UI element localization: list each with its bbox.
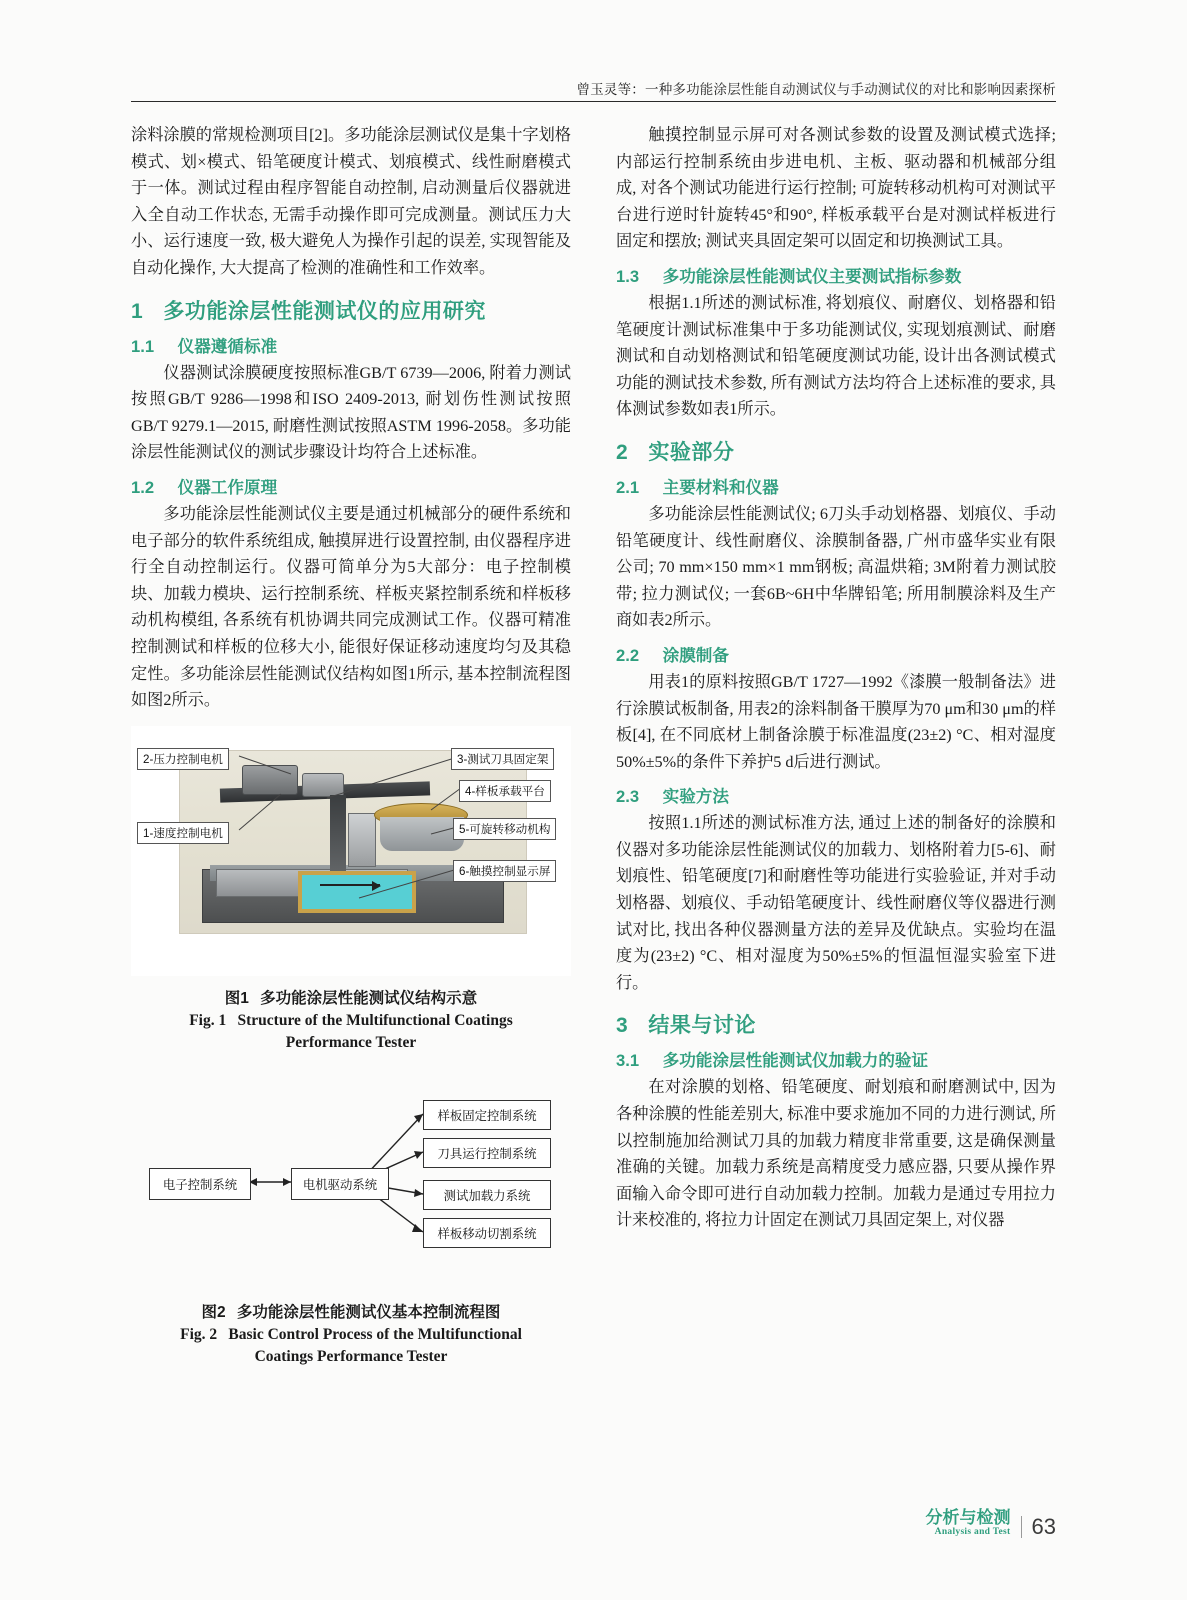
flow-node-sample-fixing: 样板固定控制系统 xyxy=(423,1100,551,1130)
paragraph-right-4: 按照1.1所述的测试标准方法, 通过上述的制备好的涂膜和仪器对多功能涂层性能测试仪的加载力、划格附着力[5-6]、耐划痕性、铅笔硬度[7]和耐磨性等功能进行实验验证, 并对手动划格器、划痕仪、手动铅笔硬度计、线性耐磨仪等仪器进行测试对比, 找出各种仪器测量方法的差异及优缺点。实验均在温度为(23±2) °C、相对湿度为50%±5%的恒温恒湿实验室下进行。 xyxy=(616,814,1056,992)
figure-1-caption xyxy=(131,988,571,1054)
figure-2-caption-en-number: Fig. 2 xyxy=(180,1325,218,1343)
heading-section-1-1-number: 1.1 xyxy=(131,336,155,356)
paragraph-left-2: 多功能涂层性能测试仪主要是通过机械部分的硬件系统和电子部分的软件系统组成, 触摸屏进行设置控制, 由仪器程序进行全自动控制运行。仪器可简单分为5大部分：电子控制模块、加载力模块、运行控制系统、样板夹紧控制系统和样板移动机构模组, 各系统有机协调共同完成测试工作。仪器可精准控制测试和样板的位移大小, 能很好保证移动速度均匀及其稳定性。多功能涂层性能测试仪结构如图1所示, 基本控制流程图如图2所示。 xyxy=(131,504,571,710)
left-column xyxy=(131,122,571,1368)
figure-1-caption-cn-number: 图1 xyxy=(224,989,249,1007)
heading-section-2-title: 实验部分 xyxy=(648,440,735,464)
paragraph-right-0: 触摸控制显示屏可对各测试参数的设置及测试模式选择; 内部运行控制系统由步进电机、主板、驱动器和机械部分组成, 对各个测试功能进行运行控制; 可旋转移动机构可对测试平台进行逆时针旋转45°和90°, 样板承载平台是对测试样板进行固定和摆放; 测试夹具固定架可以固定和切换测试工具。 xyxy=(616,126,1056,251)
heading-section-2-2-number: 2.2 xyxy=(616,645,640,665)
heading-section-3-1 xyxy=(616,1047,1056,1071)
heading-section-3-1-title: 多功能涂层性能测试仪加载力的验证 xyxy=(662,1051,929,1071)
heading-section-1-3-number: 1.3 xyxy=(616,266,640,286)
running-head: 曾玉灵等：一种多功能涂层性能自动测试仪与手动测试仪的对比和影响因素探析 xyxy=(576,82,1056,97)
heading-section-2-3-number: 2.3 xyxy=(616,787,640,807)
heading-section-1-2-title: 仪器工作原理 xyxy=(177,477,278,497)
figure-2-caption-en-line1: Basic Control Process of the Multifunctional xyxy=(228,1325,522,1343)
figure-1-caption-en-line1: Structure of the Multifunctional Coatings xyxy=(237,1011,513,1029)
heading-section-2-2-title: 涂膜制备 xyxy=(662,645,729,665)
figure-1-caption-en-line2: Performance Tester xyxy=(285,1033,417,1051)
heading-section-2-3 xyxy=(616,783,1056,807)
footer-section-cn: 分析与检测 xyxy=(925,1507,1011,1527)
figure-1-caption-cn-text: 多功能涂层性能测试仪结构示意 xyxy=(260,989,478,1007)
footer-section-name xyxy=(926,1508,1011,1538)
figure-2-caption-en-line2: Coatings Performance Tester xyxy=(254,1347,448,1365)
page-footer xyxy=(926,1508,1056,1538)
heading-section-1-2-number: 1.2 xyxy=(131,477,155,497)
figure-1-label-sample-platform: 4-样板承载平台 xyxy=(459,780,551,802)
heading-section-1-2 xyxy=(131,474,571,498)
heading-section-1-number: 1 xyxy=(131,299,144,323)
paragraph-left-0: 涂料涂膜的常规检测项目[2]。多功能涂层测试仪是集十字划格模式、划×模式、铅笔硬度计模式、划痕模式、线性耐磨模式于一体。测试过程由程序智能自动控制, 启动测量后仪器就进入全自动工作状态, 无需手动操作即可完成测量。测试压力大小、运行速度一致, 极大避免人为操作引起的误差, 实现智能及自动化操作, 大大提高了检测的准确性和工作效率。 xyxy=(131,126,571,277)
flow-node-motor-drive: 电机驱动系统 xyxy=(291,1168,389,1200)
heading-section-1-1-title: 仪器遵循标准 xyxy=(177,336,278,356)
running-head-rule xyxy=(131,101,1056,102)
heading-section-1-title: 多功能涂层性能测试仪的应用研究 xyxy=(163,299,486,323)
flow-node-electronic-control: 电子控制系统 xyxy=(149,1168,251,1200)
heading-section-2-1-title: 主要材料和仪器 xyxy=(662,477,779,497)
figure-1-label-pressure-motor: 2-压力控制电机 xyxy=(137,748,229,770)
heading-section-1-3-title: 多功能涂层性能测试仪主要测试指标参数 xyxy=(662,266,962,286)
heading-section-2-1-number: 2.1 xyxy=(616,477,640,497)
flow-node-load-force: 测试加载力系统 xyxy=(423,1180,551,1210)
heading-section-3-title: 结果与讨论 xyxy=(648,1014,756,1038)
figure-1-caption-en-number: Fig. 1 xyxy=(189,1011,227,1029)
heading-section-2-3-title: 实验方法 xyxy=(662,787,729,807)
heading-section-3-number: 3 xyxy=(616,1014,629,1038)
paragraph-right-2: 多功能涂层性能测试仪; 6刀头手动划格器、划痕仪、手动铅笔硬度计、线性耐磨仪、涂膜制备器, 广州市盛华实业有限公司; 70 mm×150 mm×1 mm钢板; 高温烘箱; 3M附着力测试胶带; 拉力测试仪; 一套6B~6H中华牌铅笔; 所用制膜涂料及生产商如表2所示。 xyxy=(616,504,1056,630)
figure-1-label-tool-holder: 3-测试刀具固定架 xyxy=(451,748,554,770)
heading-section-1 xyxy=(131,295,571,325)
figure-1-label-rotary-mechanism: 5-可旋转移动机构 xyxy=(453,818,556,840)
heading-section-2 xyxy=(616,436,1056,466)
paragraph-right-3: 用表1的原料按照GB/T 1727—1992《漆膜一般制备法》进行涂膜试板制备, 用表2的涂料制备干膜厚为70 μm和30 μm的样板[4], 在不同底材上制备涂膜于标准温度(23±2) °C、相对湿度50%±5%的条件下养护5 d后进行测试。 xyxy=(616,672,1056,771)
figure-1-graphic xyxy=(131,726,571,976)
heading-section-2-number: 2 xyxy=(616,440,629,464)
paragraph-left-1: 仪器测试涂膜硬度按照标准GB/T 6739—2006, 附着力测试按照GB/T 9286—1998和ISO 2409-2013, 耐划伤性测试按照GB/T 9279.1—2015, 耐磨性测试按照ASTM 1996-2058。多功能涂层性能测试仪的测试步骤设计均符合上述标准。 xyxy=(131,363,571,462)
footer-section-en: Analysis and Test xyxy=(934,1527,1011,1538)
heading-section-3 xyxy=(616,1009,1056,1039)
heading-section-3-1-number: 3.1 xyxy=(616,1051,640,1071)
page-number: 63 xyxy=(1021,1516,1056,1538)
heading-section-1-3 xyxy=(616,263,1056,287)
figure-2 xyxy=(131,1072,571,1272)
figure-2-caption-cn-text: 多功能涂层性能测试仪基本控制流程图 xyxy=(236,1303,501,1321)
paragraph-right-5: 在对涂膜的划格、铅笔硬度、耐划痕和耐磨测试中, 因为各种涂膜的性能差别大, 标准中要求施加不同的力进行测试, 所以控制施加给测试刀具的加载力精度非常重要, 这是确保测量准确的关键。加载力系统是高精度受力感应器, 只要从操作界面输入命令即可进行自动加载力控制。加载力是通过专用拉力计来校准的, 将拉力计固定在测试刀具固定架上, 对仪器 xyxy=(616,1078,1056,1230)
right-column xyxy=(616,122,1056,1235)
heading-section-1-1 xyxy=(131,333,571,357)
heading-section-2-1 xyxy=(616,474,1056,498)
flow-node-tool-running: 刀具运行控制系统 xyxy=(423,1138,551,1168)
figure-1 xyxy=(131,726,571,1054)
figure-1-label-touch-screen: 6-触摸控制显示屏 xyxy=(453,860,556,882)
figure-2-caption xyxy=(131,1302,571,1368)
flow-node-sample-moving: 样板移动切割系统 xyxy=(423,1218,551,1248)
heading-section-2-2 xyxy=(616,642,1056,666)
two-column-body xyxy=(131,122,1056,1452)
figure-2-caption-cn-number: 图2 xyxy=(201,1303,226,1321)
figure-1-label-speed-motor: 1-速度控制电机 xyxy=(137,822,229,844)
paragraph-right-1: 根据1.1所述的测试标准, 将划痕仪、耐磨仪、划格器和铅笔硬度计测试标准集中于多功能测试仪, 实现划痕测试、耐磨测试和自动划格测试和铅笔硬度测试功能, 设计出各测试模式功能的测试技术参数, 所有测试方法均符合上述标准的要求, 具体测试参数如表1所示。 xyxy=(616,293,1056,419)
